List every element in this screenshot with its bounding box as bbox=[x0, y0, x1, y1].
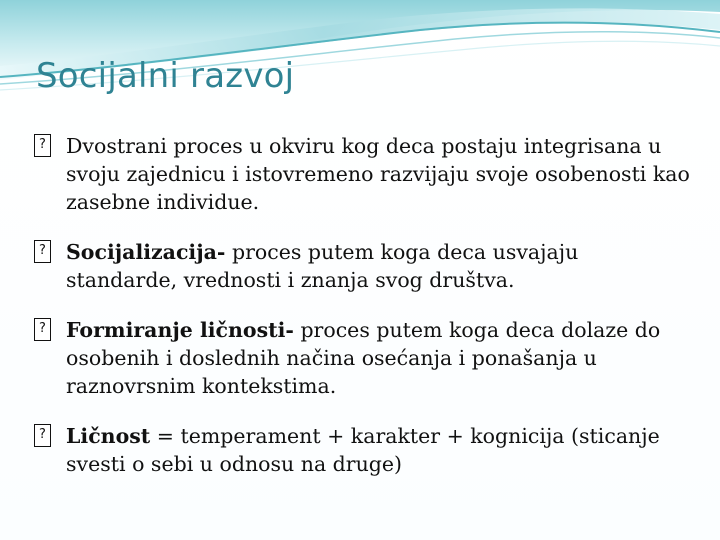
missing-glyph-bullet-icon: ? bbox=[34, 318, 51, 341]
bullet-text: proces putem koga deca dolaze do osobenih i doslednih načina osećanja i ponašanja u raznovrsnim kontekstima. bbox=[66, 318, 661, 398]
bullet-term: Socijalizacija- bbox=[66, 240, 226, 264]
slide-title: Socijalni razvoj bbox=[36, 56, 295, 96]
bullet-item-2 bbox=[34, 238, 694, 294]
bullet-item-4 bbox=[34, 422, 694, 478]
bullet-item-1 bbox=[34, 132, 694, 216]
bullet-text: proces putem koga deca usvajaju standarde, vrednosti i znanja svog društva. bbox=[66, 240, 579, 292]
bullet-term: Formiranje ličnosti- bbox=[66, 318, 294, 342]
bullet-list bbox=[34, 132, 694, 500]
bullet-item-3 bbox=[34, 316, 694, 400]
missing-glyph-bullet-icon: ? bbox=[34, 424, 51, 447]
bullet-text: = temperament + karakter + kognicija (sticanje svesti o sebi u odnosu na druge) bbox=[66, 424, 660, 476]
bullet-text: Dvostrani proces u okviru kog deca postaju integrisana u svoju zajednicu i istovremeno razvijaju svoje osobenosti kao zasebne individue. bbox=[66, 134, 690, 214]
bullet-term: Ličnost bbox=[66, 424, 151, 448]
missing-glyph-bullet-icon: ? bbox=[34, 134, 51, 157]
missing-glyph-bullet-icon: ? bbox=[34, 240, 51, 263]
